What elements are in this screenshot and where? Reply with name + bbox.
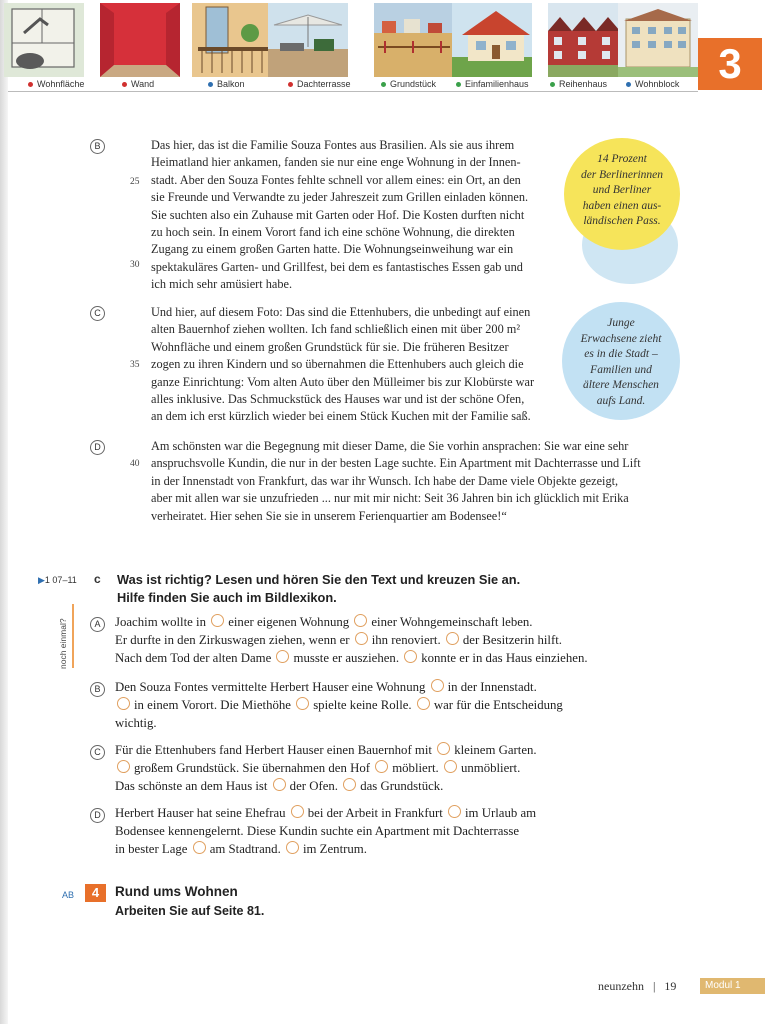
option-radio[interactable] [448, 805, 461, 818]
text-line: aber mit allen war sie unzufrieden ... nur mit mir nicht: Seit 36 Jahren bin ich glücklich mit Erika [151, 491, 629, 506]
workbook-number: 4 [85, 884, 106, 902]
line-number: 25 [130, 177, 140, 187]
paragraph-c [151, 304, 534, 426]
vocab-image-wohnblock [618, 3, 699, 77]
bullet-dot-icon [381, 82, 386, 87]
text-line: ganze Einrichtung: Vom alten Auto über den Mülleimer bis zur Klobürste war [151, 374, 535, 389]
text-line: zu hoch sein. In einem Vorort fand ich eine schöne Wohnung, die direkten [151, 225, 515, 240]
page-word: neunzehn [598, 979, 644, 993]
text-line: stadt. Aber den Souza Fontes fehlte schnell vor allem eines: ein Ort, an den [151, 172, 521, 187]
exercise-instruction: Was ist richtig? Lesen und hören Sie den Text und kreuzen Sie an. Hilfe finden Sie auch im Bildlexikon. [117, 572, 521, 605]
option-radio[interactable] [446, 632, 459, 645]
vocab-label-einfamilienhaus: Einfamilienhaus [456, 79, 529, 89]
text-line: zogen zu ihren Kindern und so übernahmen die Ettenhubers auch gleich die [151, 357, 524, 372]
item-line: in bester Lage am Stadtrand. im Zentrum. [115, 841, 367, 856]
text-line: Und hier, auf diesem Foto: Das sind die Ettenhubers, die unbedingt auf einen [151, 305, 531, 319]
audio-track[interactable]: ▶1 07–11 [38, 575, 77, 585]
exercise-item-b [115, 679, 563, 732]
item-line: Bodensee kennengelernt. Diese Kundin suchte ein Apartment mit Dachterrasse [115, 823, 520, 838]
item-line: Für die Ettenhubers fand Herbert Hauser einen Bauernhof mit kleinem Garten. [115, 743, 537, 757]
option-radio[interactable] [431, 679, 444, 692]
text-line: Sie suchten also ein Zuhause mit Garten oder Hof. Die Kosten durften nicht [151, 207, 525, 222]
paragraph-d [151, 438, 641, 525]
item-marker-d: D [90, 808, 105, 823]
item-line: Nach dem Tod der alten Dame musste er ausziehen. konnte er in das Haus einziehen. [115, 650, 588, 665]
text-line: sie Freunde und Verwandte zu jeder Jahreszeit zum Grillen einladen können. [151, 190, 529, 205]
item-line: Er durfte in den Zirkuswagen ziehen, wenn er ihn renoviert. der Besitzerin hilft. [115, 632, 563, 647]
item-line: Herbert Hauser hat seine Ehefrau bei der Arbeit in Frankfurt im Urlaub am [115, 806, 537, 820]
option-radio[interactable] [273, 778, 286, 791]
option-radio[interactable] [291, 805, 304, 818]
bullet-dot-icon [288, 82, 293, 87]
bullet-dot-icon [456, 82, 461, 87]
option-radio[interactable] [211, 614, 224, 627]
option-radio[interactable] [404, 650, 417, 663]
vocab-image-einfamilienhaus [452, 3, 533, 77]
chapter-badge: 3 [698, 38, 762, 90]
exercise-item-d [115, 805, 536, 858]
option-radio[interactable] [417, 697, 430, 710]
workbook-title: Rund ums Wohnen [115, 884, 238, 899]
item-marker-a: A [90, 617, 105, 632]
bubble-yellow-text: 14 Prozent der Berlinerinnen und Berliner haben einen aus- ländischen Pass. [580, 153, 664, 227]
vocab-strip [4, 3, 694, 91]
text-line: anspruchsvolle Kundin, die nur in der besten Lage suchte. Ein Apartment mit Dachterrasse und Lift [151, 456, 641, 471]
option-radio[interactable] [375, 760, 388, 773]
bullet-dot-icon [550, 82, 555, 87]
text-line: Am schönsten war die Begegnung mit dieser Dame, die Sie vorhin ansprachen: Sie war eine sehr [151, 439, 629, 453]
bubble-blue-text: Junge Erwachsene zieht es in die Stadt – Familien und ältere Menschen aufs Land. [580, 317, 662, 407]
line-number: 40 [130, 459, 140, 469]
vocab-image-balkon [192, 3, 273, 77]
item-line: Das schönste an dem Haus ist der Ofen. das Grundstück. [115, 778, 444, 793]
module-tag: Modul 1 [700, 978, 765, 994]
exercise-letter: c [94, 572, 101, 586]
section-marker-b: B [90, 139, 105, 154]
workbook-subtitle: Arbeiten Sie auf Seite 81. [115, 904, 265, 918]
item-line: in einem Vorort. Die Miethöhe spielte keine Rolle. war für die Entscheidung [115, 697, 563, 715]
vocab-label-wand: Wand [122, 79, 154, 89]
vocab-image-wohnflaeche [4, 3, 85, 77]
bullet-dot-icon [626, 82, 631, 87]
item-line: wichtig. [115, 715, 157, 730]
item-line: Joachim wollte in einer eigenen Wohnung einer Wohngemeinschaft leben. [115, 615, 533, 629]
line-number: 30 [130, 260, 140, 270]
option-radio[interactable] [343, 778, 356, 791]
page-number: 19 [664, 979, 677, 993]
option-radio[interactable] [276, 650, 289, 663]
text-line: in der Innenstadt von Frankfurt, das war ihr Wunsch. Ich habe der Dame viele Objekte gezeigt, [151, 473, 619, 488]
text-line: Das hier, das ist die Familie Souza Fontes aus Brasilien. Als sie aus ihrem [151, 138, 515, 152]
vocab-image-grundstueck [374, 3, 455, 77]
section-marker-d: D [90, 440, 105, 455]
exercise-item-a [115, 614, 588, 667]
option-radio[interactable] [286, 841, 299, 854]
item-marker-c: C [90, 745, 105, 760]
option-radio[interactable] [117, 697, 130, 710]
item-marker-b: B [90, 682, 105, 697]
option-radio[interactable] [355, 632, 368, 645]
text-line: Wohnfläche und einem großen Grundstück für sie. Die früheren Besitzer [151, 339, 509, 354]
vocab-label-balkon: Balkon [208, 79, 245, 89]
vocab-image-wand [100, 3, 181, 77]
bullet-dot-icon [28, 82, 33, 87]
vocab-label-grundstueck: Grundstück [381, 79, 436, 89]
vocab-label-wohnblock: Wohnblock [626, 79, 679, 89]
play-icon: ▶ [38, 575, 45, 585]
text-line: Heimatland hier ankamen, fanden sie nur eine enge Wohnung in der Innen- [151, 155, 521, 170]
option-radio[interactable] [354, 614, 367, 627]
text-line: alten Bauernhof ziehen wollten. Ich fand schließlich einen mit über 200 m² [151, 322, 521, 337]
option-radio[interactable] [444, 760, 457, 773]
bullet-dot-icon [122, 82, 127, 87]
side-note-bar [72, 604, 74, 668]
vocab-label-dachterrasse: Dachterrasse [288, 79, 351, 89]
bullet-dot-icon [208, 82, 213, 87]
item-line: großem Grundstück. Sie übernahmen den Hof möbliert. unmöbliert. [115, 760, 537, 778]
side-note: noch einmal? [58, 618, 68, 669]
option-radio[interactable] [437, 742, 450, 755]
page-footer [598, 979, 676, 994]
option-radio[interactable] [193, 841, 206, 854]
vocab-label-reihenhaus: Reihenhaus [550, 79, 607, 89]
footer-separator: | [652, 979, 656, 993]
divider [8, 91, 698, 92]
text-line: Zugang zu einem großen Garten hatte. Die Wohnungseinweihung war ein [151, 242, 514, 257]
vocab-image-dachterrasse [268, 3, 349, 77]
line-number: 35 [130, 360, 140, 370]
item-line: Den Souza Fontes vermittelte Herbert Hauser eine Wohnung in der Innenstadt. [115, 680, 537, 694]
vocab-label-wohnflaeche: Wohnfläche [28, 79, 84, 89]
vocab-image-reihenhaus [548, 3, 629, 77]
paragraph-b [151, 137, 528, 294]
text-line: alles inklusive. Das Schmuckstück des Hauses war und ist der schöne Ofen, [151, 392, 525, 407]
page-edge [0, 0, 8, 1024]
workbook-label: AB [62, 890, 75, 900]
exercise-item-c [115, 742, 537, 795]
text-line: spektakuläres Garten- und Grillfest, bei dem es fantastisches Essen gab und [151, 259, 523, 274]
text-line: an dem ich erst kürzlich wieder bei einem Stück Kuchen mit der Familie saß. [151, 409, 531, 424]
option-radio[interactable] [296, 697, 309, 710]
option-radio[interactable] [117, 760, 130, 773]
text-line: ich mich sehr amüsiert habe. [151, 277, 293, 292]
section-marker-c: C [90, 306, 105, 321]
text-line: verheiratet. Hier sehen Sie sie in unserem Ferienquartier am Bodensee!“ [151, 508, 507, 523]
